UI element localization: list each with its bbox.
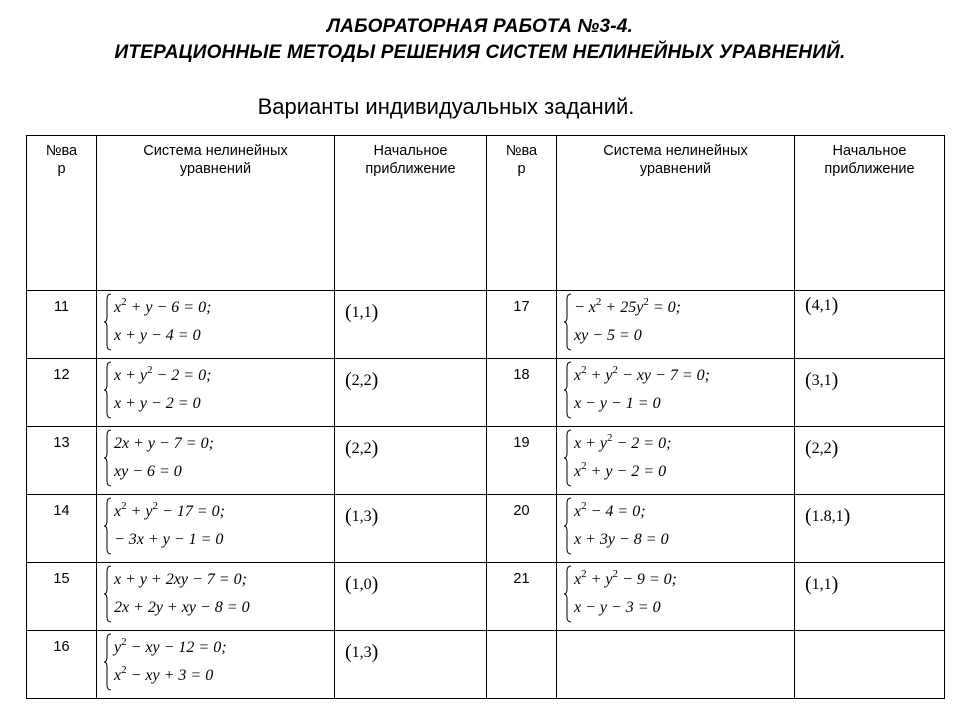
table-row (27, 495, 945, 563)
equation-system: $x^2 + y - 6 = 0$; x + y − 4 = 0 (97, 291, 335, 359)
initial-approximation: (1,1) (335, 291, 487, 359)
variants-table (26, 135, 945, 699)
initial-approximation: (1.8,1) (795, 495, 945, 563)
variant-number: 18 (487, 359, 557, 427)
header-approx-left: Начальное приближение (335, 136, 487, 291)
table-row (27, 427, 945, 495)
table-row (27, 359, 945, 427)
equation-system: 2x + y − 7 = 0; xy − 6 = 0 (97, 427, 335, 495)
subtitle: Варианты индивидуальных заданий. (257, 94, 635, 119)
variant-number: 16 (27, 631, 97, 699)
variant-number (487, 631, 557, 699)
brace-icon (564, 497, 572, 555)
variant-number: 19 (487, 427, 557, 495)
equation-system: $x^2 + y^2 - 9 = 0$; x − y − 3 = 0 (557, 563, 795, 631)
initial-approximation: (2,2) (795, 427, 945, 495)
brace-icon (104, 633, 112, 691)
equation-system: $x^2 + y^2$ − xy − 7 = 0; x − y − 1 = 0 (557, 359, 795, 427)
brace-icon (104, 429, 112, 487)
equation-system: $x^2 + y^2 - 17 = 0$; − 3x + y − 1 = 0 (97, 495, 335, 563)
empty-cell (557, 631, 795, 699)
equation-system: $x + y^2 - 2 = 0$; x + y − 2 = 0 (97, 359, 335, 427)
brace-icon (104, 497, 112, 555)
equation-system: $x + y^2 - 2 = 0$; $x^2 + y - 2 = 0$ (557, 427, 795, 495)
variant-number: 13 (27, 427, 97, 495)
brace-icon (564, 361, 572, 419)
variant-number: 20 (487, 495, 557, 563)
brace-icon (564, 565, 572, 623)
initial-approximation: (4,1) (795, 291, 945, 359)
equation-system: x + y + 2xy − 7 = 0; 2x + 2y + xy − 8 = 0 (97, 563, 335, 631)
initial-approximation: (2,2) (335, 427, 487, 495)
header-system-left: Система нелинейных уравнений (97, 136, 335, 291)
header-approx-right: Начальное приближение (795, 136, 945, 291)
brace-icon (104, 293, 112, 351)
initial-approximation: (1,3) (335, 631, 487, 699)
initial-approximation: (2,2) (335, 359, 487, 427)
variant-number: 12 (27, 359, 97, 427)
initial-approximation: (3,1) (795, 359, 945, 427)
header-variant-left: №ва р (27, 136, 97, 291)
initial-approximation: (1,1) (795, 563, 945, 631)
table-row (27, 563, 945, 631)
brace-icon (564, 429, 572, 487)
title-line-2: ИТЕРАЦИОННЫЕ МЕТОДЫ РЕШЕНИЯ СИСТЕМ НЕЛИНЕЙНЫХ УРАВНЕНИЙ. (114, 42, 846, 63)
equation-system: − $x^2 + 25y^2 = 0$; xy − 5 = 0 (557, 291, 795, 359)
header-system-right: Система нелинейных уравнений (557, 136, 795, 291)
variant-number: 17 (487, 291, 557, 359)
initial-approximation: (1,0) (335, 563, 487, 631)
variant-number: 11 (27, 291, 97, 359)
variant-number: 21 (487, 563, 557, 631)
variant-number: 14 (27, 495, 97, 563)
variant-number: 15 (27, 563, 97, 631)
empty-cell (795, 631, 945, 699)
header-variant-right: №ва р (487, 136, 557, 291)
table-header-row (27, 136, 945, 291)
equation-system: $x^2 - 4 = 0$; x + 3y − 8 = 0 (557, 495, 795, 563)
brace-icon (104, 565, 112, 623)
table-row (27, 631, 945, 699)
initial-approximation: (1,3) (335, 495, 487, 563)
title-line-1: ЛАБОРАТОРНАЯ РАБОТА №3-4. (327, 16, 633, 37)
brace-icon (564, 293, 572, 351)
equation-system: $y^2$ − xy − 12 = 0; $x^2$ − xy + 3 = 0 (97, 631, 335, 699)
brace-icon (104, 361, 112, 419)
table-row (27, 291, 945, 359)
